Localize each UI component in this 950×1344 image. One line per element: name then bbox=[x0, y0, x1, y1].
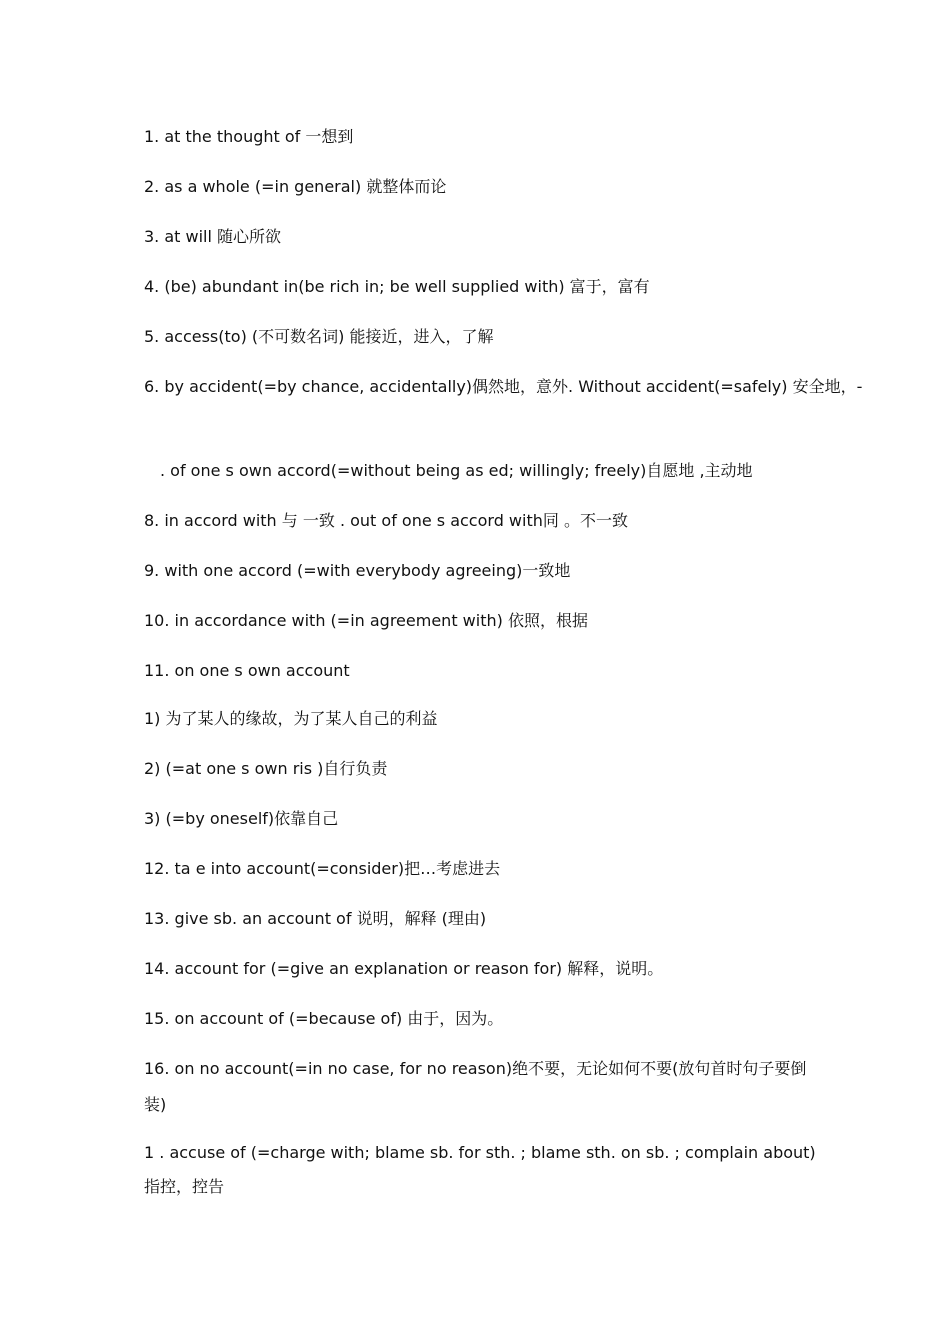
entry-line: 10. in accordance with (=in agreement with) 依照，根据 bbox=[144, 611, 588, 630]
entry-line: 1. at the thought of 一想到 bbox=[144, 127, 354, 146]
entry-line: 11. on one s own account bbox=[144, 661, 350, 680]
entry-line: 16. on no account(=in no case, for no reason)绝不要，无论如何不要(放句首时句子要倒装) bbox=[144, 1059, 807, 1114]
entry-line: 14. account for (=give an explanation or reason for) 解释，说明。 bbox=[144, 959, 664, 978]
entry-line: 3. at will 随心所欲 bbox=[144, 227, 282, 246]
entry-line: 15. on account of (=because of) 由于，因为。 bbox=[144, 1009, 504, 1028]
entry-line: 5. access(to) (不可数名词) 能接近，进入，了解 bbox=[144, 327, 494, 346]
entry-line: 1) 为了某人的缘故，为了某人自己的利益 bbox=[144, 709, 438, 728]
entry-line: 2) (=at one s own ris )自行负责 bbox=[144, 759, 388, 778]
entry-line: 13. give sb. an account of 说明，解释 (理由) bbox=[144, 909, 487, 928]
entry-line: 2. as a whole (=in general) 就整体而论 bbox=[144, 177, 447, 196]
entry-line: 6. by accident(=by chance, accidentally)偶然地，意外. Without accident(=safely) 安全地，- bbox=[144, 377, 863, 396]
entry-line: 4. (be) abundant in(be rich in; be well supplied with) 富于，富有 bbox=[144, 277, 650, 296]
entry-line: 8. in accord with 与 一致 . out of one s accord with同 。不一致 bbox=[144, 511, 628, 530]
entry-line: 12. ta e into account(=consider)把…考虑进去 bbox=[144, 859, 501, 878]
entry-line: 1 . accuse of (=charge with; blame sb. for sth. ; blame sth. on sb. ; complain about) 指控，控告 bbox=[144, 1143, 816, 1196]
entry-line: 9. with one accord (=with everybody agreeing)一致地 bbox=[144, 561, 571, 580]
entry-line: 3) (=by oneself)依靠自己 bbox=[144, 809, 339, 828]
entry-line: . of one s own accord(=without being as ed; willingly; freely)自愿地 ,主动地 bbox=[160, 461, 753, 480]
